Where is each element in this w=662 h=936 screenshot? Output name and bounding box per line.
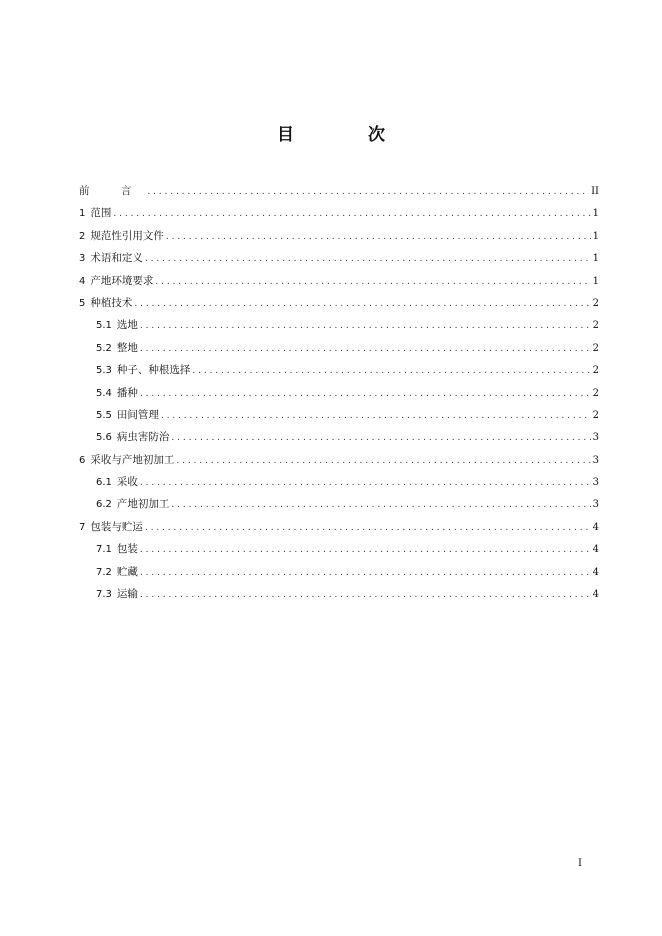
toc-entry-number: 5.5: [96, 409, 112, 421]
toc-entry[interactable]: [79, 496, 599, 518]
dot-leader: [192, 366, 590, 376]
toc-entry-number: 2: [79, 230, 86, 242]
toc-entry[interactable]: [79, 519, 599, 541]
toc-entry-page: 2: [592, 409, 599, 421]
toc-entry[interactable]: [79, 183, 599, 205]
toc-entry-number: 5.1: [96, 320, 112, 332]
dot-leader: [145, 254, 591, 264]
toc-entry-label: 种子、种根选择: [116, 364, 191, 377]
toc-entry-number: 4: [79, 275, 86, 287]
table-of-contents: [79, 183, 599, 608]
toc-entry-page: 4: [592, 521, 599, 533]
toc-entry-page: 2: [592, 297, 599, 309]
toc-entry-label: 病虫害防治: [116, 431, 170, 444]
toc-entry-number: 7: [79, 521, 86, 533]
toc-entry-label: 贮藏: [116, 565, 138, 578]
toc-entry[interactable]: [79, 317, 599, 339]
toc-entry[interactable]: [79, 452, 599, 474]
dot-leader: [140, 321, 591, 331]
toc-entry-page: 1: [592, 275, 599, 287]
toc-entry[interactable]: [79, 340, 599, 362]
toc-entry-page: 1: [592, 253, 599, 265]
toc-entry-label: 范围: [90, 207, 112, 220]
page-title: 目 次: [277, 125, 419, 145]
toc-entry-page: 4: [592, 566, 599, 578]
toc-entry[interactable]: [79, 385, 599, 407]
toc-entry-label: 包装: [116, 543, 138, 556]
toc-entry-label: 规范性引用文件: [90, 229, 164, 242]
dot-leader: [166, 232, 591, 242]
toc-entry[interactable]: [79, 205, 599, 227]
toc-entry-number: 5.4: [96, 387, 112, 399]
toc-entry[interactable]: [79, 586, 599, 608]
toc-entry[interactable]: [79, 407, 599, 429]
toc-entry[interactable]: [79, 564, 599, 586]
dot-leader: [161, 411, 591, 421]
dot-leader: [176, 456, 590, 466]
dot-leader: [145, 523, 591, 533]
dot-leader: [140, 590, 591, 600]
toc-entry-page: 3: [592, 499, 599, 511]
dot-leader: [171, 433, 590, 443]
toc-entry-label: 田间管理: [116, 408, 159, 421]
dot-leader: [134, 299, 590, 309]
toc-entry-page: 3: [592, 477, 599, 489]
dot-leader: [140, 344, 591, 354]
toc-entry[interactable]: [79, 429, 599, 451]
toc-entry-page: 4: [592, 544, 599, 556]
dot-leader: [171, 500, 590, 510]
toc-entry-page: 2: [592, 365, 599, 377]
toc-entry[interactable]: [79, 541, 599, 563]
toc-entry-label: 包装与贮运: [90, 520, 143, 533]
dot-leader: [155, 277, 590, 287]
toc-entry-label: 产地初加工: [116, 498, 170, 511]
toc-entry-number: 6.2: [96, 499, 112, 511]
toc-entry-label: 产地环境要求: [90, 274, 154, 287]
toc-entry-number: 7.2: [96, 566, 112, 578]
toc-entry-page: 2: [592, 387, 599, 399]
dot-leader: [113, 209, 590, 219]
toc-entry-page: II: [591, 186, 599, 197]
toc-entry-page: 4: [592, 589, 599, 601]
toc-entry-number: 6: [79, 454, 86, 466]
toc-entry-number: 7.1: [96, 544, 112, 556]
dot-leader: [140, 389, 591, 399]
page-number-footer: I: [578, 858, 582, 869]
dot-leader: [140, 478, 591, 488]
toc-entry-label: 播种: [116, 386, 138, 399]
toc-entry-number: 6.1: [96, 477, 112, 489]
toc-entry-label: 采收: [116, 476, 138, 489]
toc-entry-label: 选地: [116, 319, 138, 332]
toc-entry-label: 采收与产地初加工: [90, 453, 175, 466]
toc-entry[interactable]: [79, 295, 599, 317]
dot-leader: [140, 545, 591, 555]
toc-entry[interactable]: [79, 474, 599, 496]
toc-entry-number: 1: [79, 208, 86, 220]
toc-entry-number: 5.3: [96, 365, 112, 377]
toc-entry-page: 3: [592, 454, 599, 466]
toc-entry-label: 整地: [116, 341, 138, 354]
toc-entry-number: 5: [79, 297, 86, 309]
toc-entry[interactable]: [79, 228, 599, 250]
toc-entry-page: 1: [592, 230, 599, 242]
dot-leader: [147, 187, 589, 197]
toc-entry-page: 1: [592, 208, 599, 220]
toc-entry-page: 2: [592, 320, 599, 332]
toc-entry-page: 3: [592, 432, 599, 444]
toc-entry-number: 5.2: [96, 342, 112, 354]
toc-entry-label: 术语和定义: [90, 252, 143, 265]
toc-entry-number: 7.3: [96, 589, 112, 601]
toc-entry-page: 2: [592, 342, 599, 354]
toc-entry[interactable]: [79, 250, 599, 272]
toc-entry-label: 种植技术: [90, 296, 133, 309]
toc-entry[interactable]: [79, 273, 599, 295]
toc-entry-number: 5.6: [96, 432, 112, 444]
toc-entry-label: 运输: [116, 588, 138, 601]
dot-leader: [140, 568, 591, 578]
toc-entry[interactable]: [79, 362, 599, 384]
toc-entry-number: 3: [79, 253, 86, 265]
toc-entry-label: 前 言: [79, 185, 146, 197]
